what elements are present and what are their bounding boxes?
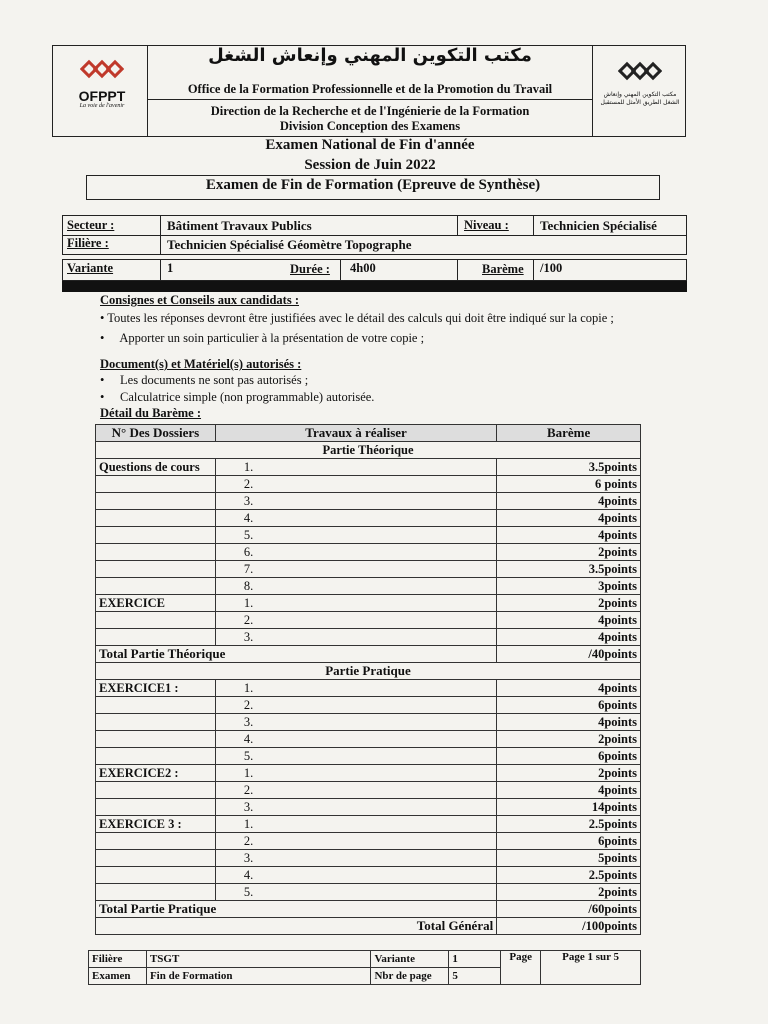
travaux-num-cell: 1. (215, 816, 496, 833)
dossier-cell (96, 612, 216, 629)
dossier-cell: EXERCICE 3 : (96, 816, 216, 833)
points-cell: 14points (497, 799, 641, 816)
points-cell: 2.5points (497, 867, 641, 884)
table-row (96, 782, 641, 799)
travaux-num-cell: 2. (215, 697, 496, 714)
points-cell: 5points (497, 850, 641, 867)
exam-title1: Examen National de Fin d'année (265, 137, 475, 153)
travaux-num-cell: 3. (215, 629, 496, 646)
table-row (96, 850, 641, 867)
footer-page: Page 1 sur 5 (541, 951, 641, 985)
table-row (96, 493, 641, 510)
duree-label: Durée : (290, 262, 330, 276)
table-row (96, 476, 641, 493)
dossier-cell (96, 510, 216, 527)
dossier-cell: EXERCICE (96, 595, 216, 612)
table-row (96, 884, 641, 901)
logo-left-sub: La voie de l'avenir (79, 103, 125, 109)
col-dossiers: N° Des Dossiers (96, 425, 216, 442)
total-pratique-row (96, 901, 641, 918)
header-hline (147, 99, 592, 100)
docs-item-2: • Calculatrice simple (non programmable) autorisée. (100, 390, 375, 404)
secteur-label: Secteur : (67, 218, 115, 232)
info-vline3 (533, 215, 534, 235)
dossier-cell (96, 476, 216, 493)
dossier-cell (96, 697, 216, 714)
dossier-cell (96, 629, 216, 646)
travaux-num-cell: 6. (215, 544, 496, 561)
niveau-label: Niveau : (464, 218, 509, 232)
points-cell: 4points (497, 629, 641, 646)
dossier-cell: EXERCICE1 : (96, 680, 216, 697)
table-row (96, 595, 641, 612)
points-cell: 2points (497, 731, 641, 748)
bareme-table (95, 424, 641, 935)
footer-table (88, 950, 641, 985)
total-pratique-label: Total Partie Pratique (96, 901, 497, 918)
theorique-body (96, 459, 641, 646)
variante-label: Variante (67, 261, 114, 275)
variante-value: 1 (167, 261, 174, 275)
travaux-num-cell: 5. (215, 884, 496, 901)
footer-filiere-label: Filière (89, 951, 147, 968)
filiere-label: Filière : (67, 236, 109, 250)
table-row (96, 714, 641, 731)
points-cell: 6 points (497, 476, 641, 493)
travaux-num-cell: 4. (215, 731, 496, 748)
footer-page-label: Page (501, 951, 541, 985)
consigne-item-2: • Apporter un soin particulier à la présentation de votre copie ; (100, 331, 425, 345)
footer-nbr: 5 (449, 968, 501, 985)
travaux-num-cell: 3. (215, 493, 496, 510)
consigne-text-2: Apporter un soin particulier à la présentation de votre copie ; (119, 331, 425, 345)
duree-value: 4h00 (350, 261, 376, 275)
points-cell: 2points (497, 884, 641, 901)
table-row (96, 459, 641, 476)
points-cell: 4points (497, 493, 641, 510)
total-general-label: Total Général (96, 918, 497, 935)
dossier-cell (96, 714, 216, 731)
travaux-num-cell: 3. (215, 714, 496, 731)
points-cell: 2points (497, 765, 641, 782)
total-theorique-row (96, 646, 641, 663)
footer-examen-label: Examen (89, 968, 147, 985)
table-row (96, 561, 641, 578)
points-cell: 3.5points (497, 561, 641, 578)
travaux-num-cell: 1. (215, 595, 496, 612)
points-cell: 3.5points (497, 459, 641, 476)
points-cell: 2points (497, 595, 641, 612)
pratique-title: Partie Pratique (96, 663, 641, 680)
header-line3: Division Conception des Examens (279, 119, 461, 133)
dossier-cell (96, 884, 216, 901)
table-row (96, 680, 641, 697)
black-bar (62, 281, 687, 292)
travaux-num-cell: 1. (215, 765, 496, 782)
col-bareme: Barème (497, 425, 641, 442)
var-vline1 (160, 259, 161, 281)
points-cell: 4points (497, 612, 641, 629)
table-row (96, 544, 641, 561)
var-vline3 (457, 259, 458, 281)
footer-variante: 1 (449, 951, 501, 968)
var-vline4 (533, 259, 534, 281)
travaux-num-cell: 4. (215, 867, 496, 884)
total-theorique-value: /40points (497, 646, 641, 663)
dossier-cell (96, 493, 216, 510)
ofppt-emblem-right-icon (618, 60, 662, 86)
dossier-cell (96, 799, 216, 816)
dossier-cell (96, 544, 216, 561)
dossier-cell (96, 833, 216, 850)
table-row (96, 629, 641, 646)
travaux-num-cell: 2. (215, 782, 496, 799)
filiere-value: Technicien Spécialisé Géomètre Topographe (167, 237, 412, 252)
points-cell: 3points (497, 578, 641, 595)
niveau-value: Technicien Spécialisé (540, 218, 657, 233)
docs-title: Document(s) et Matériel(s) autorisés : (100, 357, 302, 371)
dossier-cell (96, 748, 216, 765)
travaux-num-cell: 5. (215, 527, 496, 544)
pratique-title-row (96, 663, 641, 680)
table-row (96, 510, 641, 527)
secteur-value: Bâtiment Travaux Publics (167, 218, 312, 233)
total-general-value: /100points (497, 918, 641, 935)
points-cell: 6points (497, 697, 641, 714)
total-pratique-value: /60points (497, 901, 641, 918)
logo-right-sub: مكتب التكوين المهني وإنعاش الشغل الطريق الأمثل للمستقبل (600, 91, 680, 106)
dossier-cell (96, 578, 216, 595)
arabic-title: مكتب التكوين المهني وإنعاش الشغل (208, 45, 532, 66)
dossier-cell (96, 782, 216, 799)
travaux-num-cell: 2. (215, 833, 496, 850)
header-line1: Office de la Formation Professionnelle et de la Promotion du Travail (187, 82, 553, 96)
docs-text-2: Calculatrice simple (non programmable) autorisée. (120, 390, 375, 404)
dossier-cell (96, 561, 216, 578)
table-row (96, 527, 641, 544)
travaux-num-cell: 1. (215, 459, 496, 476)
footer-filiere: TSGT (146, 951, 370, 968)
docs-item-1: • Les documents ne sont pas autorisés ; (100, 373, 309, 387)
travaux-num-cell: 4. (215, 510, 496, 527)
table-row (96, 799, 641, 816)
consignes-list (100, 310, 655, 346)
exam-title3: Examen de Fin de Formation (Epreuve de Synthèse) (205, 177, 541, 193)
detail-title: Détail du Barème : (100, 406, 202, 420)
dossier-cell: EXERCICE2 : (96, 765, 216, 782)
table-row (96, 578, 641, 595)
theorique-title: Partie Théorique (96, 442, 641, 459)
header-divider-right (592, 45, 593, 137)
table-row (96, 612, 641, 629)
bareme-header-row (96, 425, 641, 442)
info-hline (62, 235, 687, 236)
points-cell: 4points (497, 527, 641, 544)
consigne-text-1: Toutes les réponses devront être justifiées avec le détail des calculs qui doit être indiqué sur la copie ; (107, 311, 614, 325)
table-row (96, 816, 641, 833)
travaux-num-cell: 3. (215, 850, 496, 867)
footer-variante-label: Variante (371, 951, 449, 968)
points-cell: 4points (497, 680, 641, 697)
exam-title2: Session de Juin 2022 (304, 157, 436, 173)
travaux-num-cell: 7. (215, 561, 496, 578)
header-divider-left (147, 45, 148, 137)
dossier-cell (96, 731, 216, 748)
footer-nbr-label: Nbr de page (371, 968, 449, 985)
travaux-num-cell: 2. (215, 612, 496, 629)
travaux-num-cell: 3. (215, 799, 496, 816)
total-theorique-label: Total Partie Théorique (96, 646, 497, 663)
header-line2: Direction de la Recherche et de l'Ingénierie de la Formation (210, 104, 530, 118)
table-row (96, 731, 641, 748)
dossier-cell (96, 527, 216, 544)
table-row (96, 748, 641, 765)
footer-row-1 (89, 951, 641, 968)
logo-left-text: OFPPT (78, 88, 126, 104)
table-row (96, 867, 641, 884)
total-general-row (96, 918, 641, 935)
table-row (96, 697, 641, 714)
ofppt-logo-left (62, 58, 142, 128)
table-row (96, 833, 641, 850)
dossier-cell: Questions de cours (96, 459, 216, 476)
pratique-body (96, 680, 641, 901)
var-vline2 (340, 259, 341, 281)
travaux-num-cell: 1. (215, 680, 496, 697)
ofppt-logo-right (600, 60, 680, 130)
footer-examen: Fin de Formation (146, 968, 370, 985)
bareme-label: Barème (482, 262, 524, 276)
ofppt-emblem-icon (80, 58, 124, 84)
points-cell: 4points (497, 510, 641, 527)
travaux-num-cell: 8. (215, 578, 496, 595)
consigne-item-1: • Toutes les réponses devront être justifiées avec le détail des calculs qui doit être indiqué sur la copie ; (100, 311, 614, 325)
dossier-cell (96, 867, 216, 884)
points-cell: 2points (497, 544, 641, 561)
points-cell: 6points (497, 833, 641, 850)
col-travaux: Travaux à réaliser (215, 425, 496, 442)
points-cell: 4points (497, 714, 641, 731)
docs-text-1: Les documents ne sont pas autorisés ; (120, 373, 309, 387)
consignes-title: Consignes et Conseils aux candidats : (100, 293, 299, 307)
points-cell: 2.5points (497, 816, 641, 833)
info-vline2 (457, 215, 458, 235)
table-row (96, 765, 641, 782)
bareme-value: /100 (540, 261, 563, 275)
points-cell: 6points (497, 748, 641, 765)
theorique-title-row (96, 442, 641, 459)
travaux-num-cell: 5. (215, 748, 496, 765)
points-cell: 4points (497, 782, 641, 799)
travaux-num-cell: 2. (215, 476, 496, 493)
dossier-cell (96, 850, 216, 867)
